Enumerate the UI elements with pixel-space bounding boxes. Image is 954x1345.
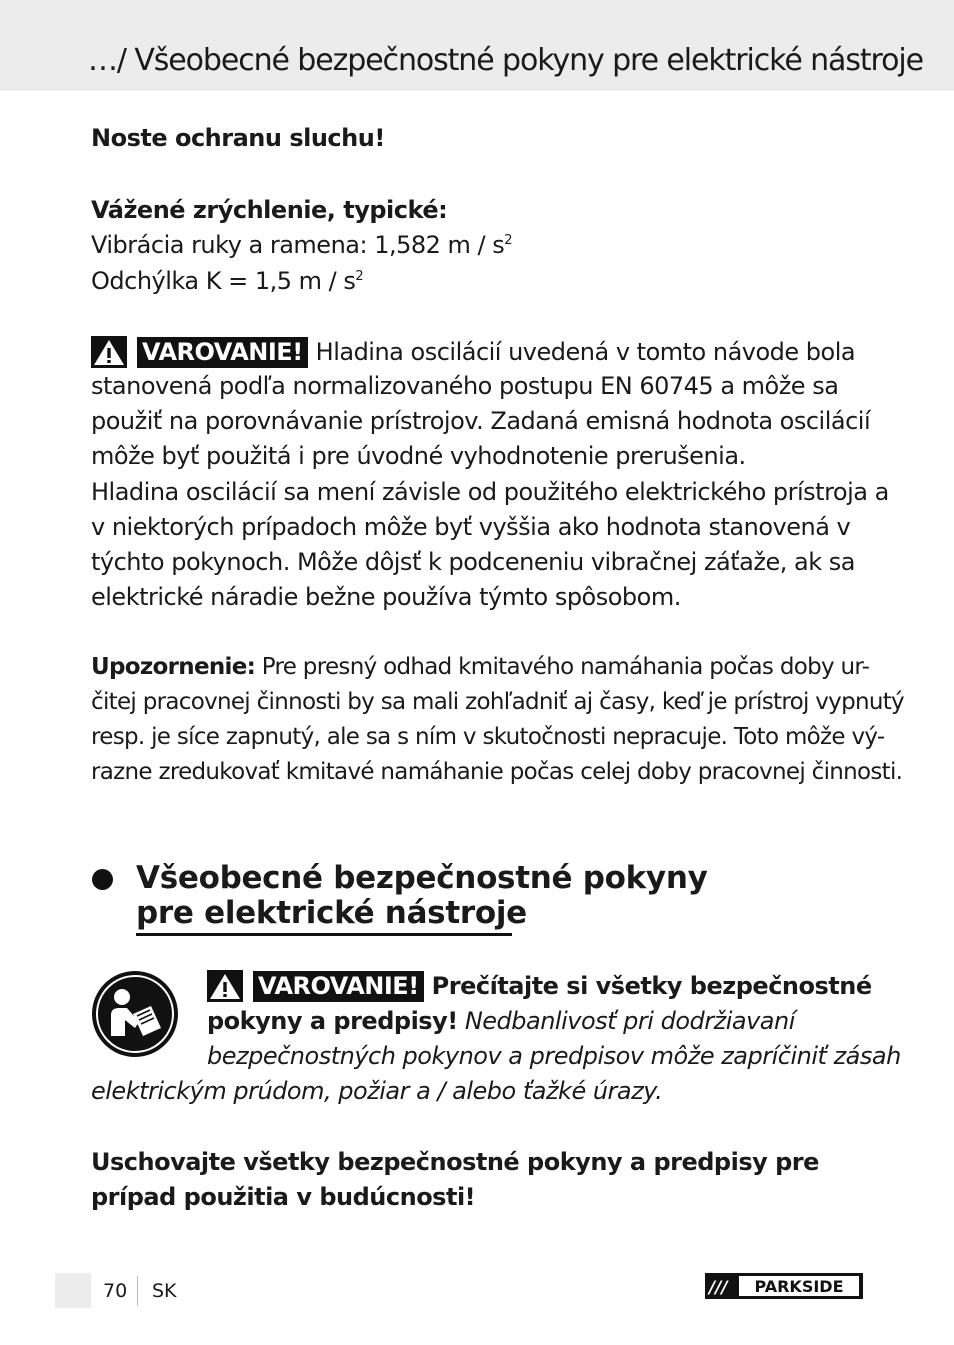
svg-text:PARKSIDE: PARKSIDE (754, 1277, 844, 1296)
note-line: razne zredukovať kmitavé namáhanie počas celej doby pracovnej činnosti. (91, 759, 903, 785)
keep-instructions-line-1: Uschovajte všetky bezpečnostné pokyny a predpisy pre (91, 1148, 819, 1176)
vibration-deviation-line: Odchýlka K = 1,5 m / $s^2$ (91, 267, 364, 295)
svg-text:///: /// (709, 1278, 728, 1298)
section-bullet (92, 869, 113, 890)
footer-box (55, 1273, 91, 1308)
read-manual-icon (91, 970, 179, 1058)
warning-1-badge: VAROVANIE! (137, 337, 308, 368)
note-first-line: Upozornenie: Pre presný odhad kmitavého namáhania počas doby ur- (91, 654, 870, 680)
vibration-title: Vážené zrýchlenie, typické: (91, 196, 448, 224)
page-header-title: …/ Všeobecné bezpečnostné pokyny pre elektrické nástroje (88, 43, 923, 78)
warning-1-line: môže byť použitá i pre úvodné vyhodnotenie prerušenia. (91, 442, 746, 470)
vibration-value-line: Vibrácia ruky a ramena: 1,582 m / $s^2$ (91, 231, 513, 259)
page-number: 70 (103, 1280, 128, 1302)
warning-1-line: použiť na porovnávanie prístrojov. Zadaná emisná hodnota oscilácií (91, 407, 871, 435)
warning-1-line: týchto pokynoch. Môže dôjsť k podceneniu vibračnej záťaže, ak sa (91, 548, 855, 576)
warning-2-line-3: bezpečnostných pokynov a predpisov môže zapríčiniť zásah (207, 1042, 901, 1070)
warning-1-line: elektrické náradie bežne používa týmto spôsobom. (91, 583, 681, 611)
note-label: Upozornenie: (91, 654, 256, 680)
footer-divider (137, 1276, 138, 1306)
warning-2-line-2: pokyny a predpisy! Nedbanlivosť pri dodržiavaní (207, 1007, 795, 1035)
warning-1-line: v niektorých prípadoch môže byť vyššia ako hodnota stanovená v (91, 513, 851, 541)
warning-2-row (207, 970, 872, 1002)
warning-1-row (91, 336, 855, 368)
warning-1-line: Hladina oscilácií sa mení závisle od použitého elektrického prístroja a (91, 478, 889, 506)
parkside-logo (705, 1273, 863, 1299)
language-code: SK (152, 1280, 177, 1302)
warning-2-line-4: elektrickým prúdom, požiar a / alebo ťažké úrazy. (91, 1077, 663, 1105)
warning-2-bold-1: Prečítajte si všetky bezpečnostné (431, 972, 872, 1000)
hearing-protection-title: Noste ochranu sluchu! (91, 124, 385, 152)
warning-triangle-icon (91, 336, 127, 368)
section-title-line-1: Všeobecné bezpečnostné pokyny (136, 860, 708, 896)
warning-triangle-icon (207, 970, 243, 1002)
section-title-underline (136, 933, 512, 936)
section-title-line-2: pre elektrické nástroje (136, 895, 527, 931)
keep-instructions-line-2: prípad použitia v budúcnosti! (91, 1183, 476, 1211)
note-line: resp. je síce zapnutý, ale sa s ním v skutočnosti nepracuje. Toto môže vý- (91, 724, 885, 750)
warning-2-badge: VAROVANIE! (253, 971, 424, 1002)
note-line: čitej pracovnej činnosti by sa mali zohľadniť aj časy, keď je prístroj vypnutý (91, 689, 904, 715)
warning-1-line: stanovená podľa normalizovaného postupu EN 60745 a môže sa (91, 372, 839, 400)
warning-1-first-line: Hladina oscilácií uvedená v tomto návode bola (315, 338, 856, 366)
